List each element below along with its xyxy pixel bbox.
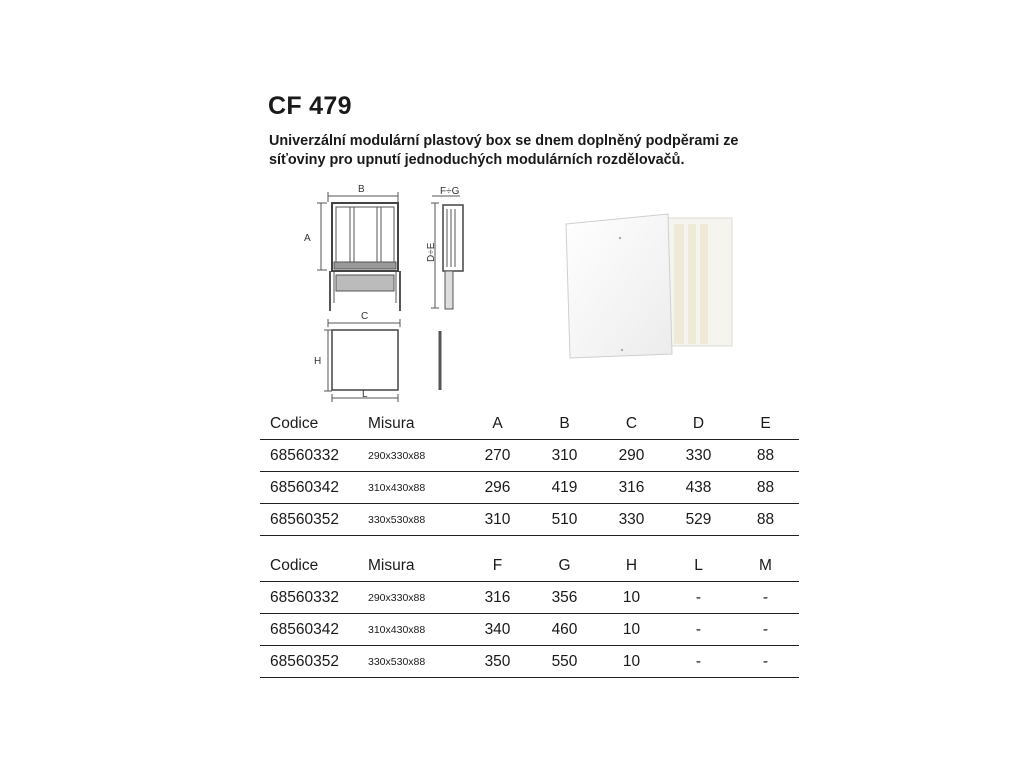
cell-h: 10 xyxy=(622,620,641,638)
table-row xyxy=(260,472,799,504)
cell-misura: 310x430x88 xyxy=(368,623,426,636)
header-h: H xyxy=(625,556,638,574)
cell-f: 350 xyxy=(484,652,511,670)
table-row xyxy=(260,646,799,678)
cell-g: 550 xyxy=(551,652,578,670)
cell-misura: 310x430x88 xyxy=(368,481,426,494)
dimensions-table-2 xyxy=(260,550,799,678)
label-l: L xyxy=(362,389,368,400)
cell-h: 10 xyxy=(622,588,641,606)
table-row xyxy=(260,504,799,536)
header-m: M xyxy=(759,556,772,574)
label-a: A xyxy=(304,233,311,244)
header-l: L xyxy=(694,556,703,574)
cell-misura: 290x330x88 xyxy=(368,591,426,604)
cell-misura: 330x530x88 xyxy=(368,655,426,668)
cell-m: - xyxy=(762,652,769,670)
header-e: E xyxy=(760,414,771,432)
cell-codice: 68560332 xyxy=(270,446,339,464)
cell-c: 330 xyxy=(618,510,645,528)
cell-b: 419 xyxy=(551,478,578,496)
header-d: D xyxy=(692,414,705,432)
cell-codice: 68560342 xyxy=(270,478,339,496)
cell-a: 296 xyxy=(484,478,511,496)
header-a: A xyxy=(492,414,503,432)
header-c: C xyxy=(625,414,638,432)
cell-misura: 290x330x88 xyxy=(368,449,426,462)
cell-codice: 68560352 xyxy=(270,652,339,670)
cell-d: 529 xyxy=(685,510,712,528)
label-c: C xyxy=(361,311,369,322)
cell-g: 356 xyxy=(551,588,578,606)
header-f: F xyxy=(492,556,503,574)
cell-l: - xyxy=(695,620,702,638)
cell-f: 340 xyxy=(484,620,511,638)
label-b: B xyxy=(358,184,365,195)
cell-g: 460 xyxy=(551,620,578,638)
header-misura: Misura xyxy=(368,414,415,432)
cell-d: 330 xyxy=(685,446,712,464)
header-g: G xyxy=(558,556,571,574)
cell-m: - xyxy=(762,588,769,606)
cell-d: 438 xyxy=(685,478,712,496)
label-h: H xyxy=(314,356,322,367)
cell-codice: 68560352 xyxy=(270,510,339,528)
header-b: B xyxy=(559,414,570,432)
product-title: CF 479 xyxy=(268,92,352,120)
table-header-row xyxy=(260,408,799,440)
header-misura: Misura xyxy=(368,556,415,574)
cell-codice: 68560342 xyxy=(270,620,339,638)
technical-drawing xyxy=(300,183,480,403)
cell-f: 316 xyxy=(484,588,511,606)
product-photo xyxy=(560,212,740,372)
label-fg: F÷G xyxy=(440,186,460,197)
cell-a: 310 xyxy=(484,510,511,528)
cell-e: 88 xyxy=(756,478,775,496)
cell-e: 88 xyxy=(756,510,775,528)
cell-b: 310 xyxy=(551,446,578,464)
cell-m: - xyxy=(762,620,769,638)
dimensions-table-1 xyxy=(260,408,799,536)
table-row xyxy=(260,440,799,472)
label-de: D÷E xyxy=(426,242,437,262)
header-codice: Codice xyxy=(270,556,319,574)
cell-misura: 330x530x88 xyxy=(368,513,426,526)
cell-e: 88 xyxy=(756,446,775,464)
table-row xyxy=(260,614,799,646)
table-row xyxy=(260,582,799,614)
cell-h: 10 xyxy=(622,652,641,670)
cell-l: - xyxy=(695,588,702,606)
cell-c: 316 xyxy=(618,478,645,496)
cell-b: 510 xyxy=(551,510,578,528)
cell-a: 270 xyxy=(484,446,511,464)
header-codice: Codice xyxy=(270,414,319,432)
product-description: Univerzální modulární plastový box se dnem doplněný podpěrami ze síťoviny pro upnutí jednoduchých modulárních rozdělovačů. xyxy=(269,133,739,168)
table-header-row xyxy=(260,550,799,582)
cell-codice: 68560332 xyxy=(270,588,339,606)
cell-c: 290 xyxy=(618,446,645,464)
cell-l: - xyxy=(695,652,702,670)
